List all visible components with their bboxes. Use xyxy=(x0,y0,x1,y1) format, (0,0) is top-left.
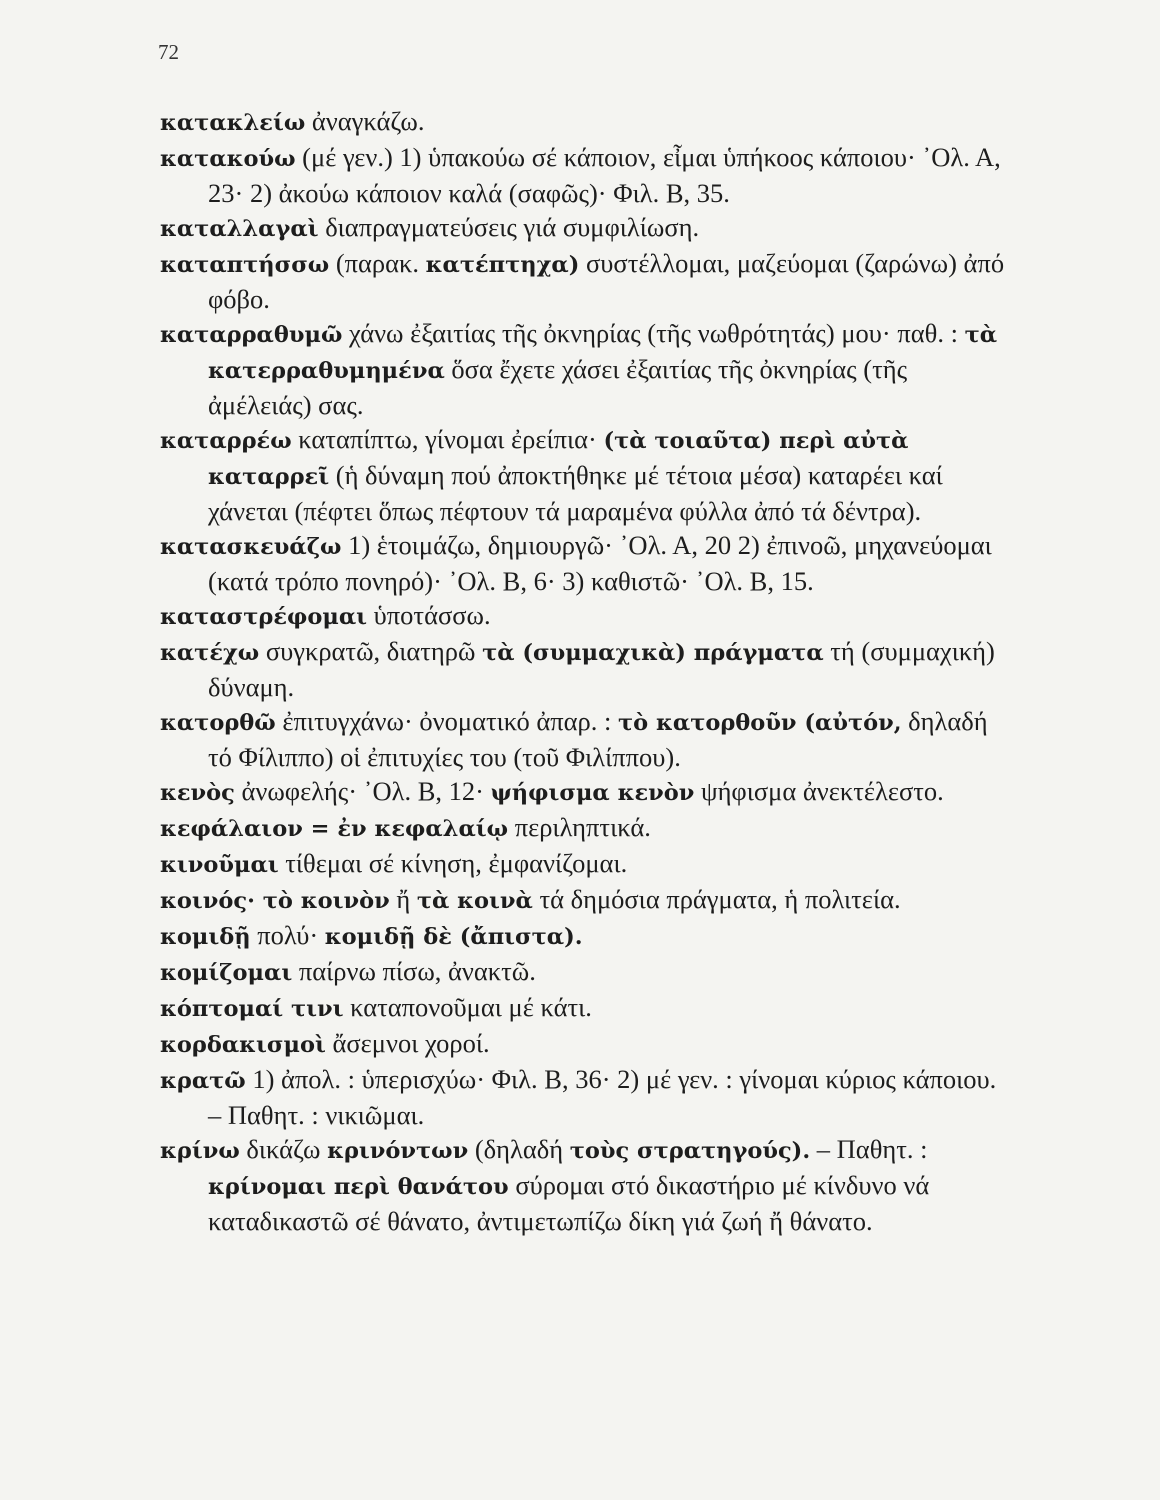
entry-definition: συγκρατῶ, διατηρῶ xyxy=(259,636,483,666)
glossary-entry-krino xyxy=(160,1132,1010,1238)
entry-definition: καταπίπτω, γίνομαι ἐρείπια· xyxy=(291,424,604,454)
glossary-entry-kenos xyxy=(160,774,1010,810)
glossary-entry-katortho xyxy=(160,704,1010,774)
entry-definition: πολύ· xyxy=(250,920,325,950)
entry-definition: ψήφισμα ἀνεκτέλεστο. xyxy=(694,776,944,806)
entry-definition: (παρακ. xyxy=(329,248,426,278)
page-number: 72 xyxy=(158,40,179,64)
entry-definition: διαπραγματεύσεις γιά συμφιλίωση. xyxy=(318,212,700,242)
entry-definition: καταπονοῦμαι μέ κάτι. xyxy=(343,992,592,1022)
glossary-entry-komide xyxy=(160,918,1010,954)
entry-term: (τὰ τοιαῦτα) περὶ αὐτὰ καταρρεῖ xyxy=(208,428,909,490)
entry-term: κατέχω xyxy=(160,640,260,666)
entry-definition: – Παθητ. : xyxy=(810,1134,928,1164)
glossary-entry-katarreo xyxy=(160,422,1010,528)
entry-definition: ὑποτάσσω. xyxy=(367,600,491,630)
entry-term: κατασκευάζω xyxy=(160,534,342,560)
glossary-entry-koptomai xyxy=(160,990,1010,1026)
entry-term: κομιδῇ δὲ (ἄπιστα). xyxy=(324,924,583,950)
glossary-entry-katastrefomai xyxy=(160,598,1010,634)
entry-definition: (ἡ δύναμη πού ἀποκτήθηκε μέ τέτοια μέσα) καταρέει καί χάνεται (πέφτει ὅπως πέφτουν τά μαραμένα φύλλα ἀπό τά δέντρα). xyxy=(208,460,943,526)
entry-definition: συστέλλομαι, μαζεύομαι (ζαρώνω) ἀπό φόβο. xyxy=(208,248,1005,314)
entry-definition: χάνω ἐξαιτίας τῆς ὀκνηρίας (τῆς νωθρότητάς) μου· παθ. : xyxy=(342,318,965,348)
entry-term: κορδακισμοὶ xyxy=(160,1032,326,1058)
entry-definition: ἄσεμνοι χοροί. xyxy=(325,1028,490,1058)
entry-definition: παίρνω πίσω, ἀνακτῶ. xyxy=(292,956,536,986)
entry-term: ψήφισμα κενὸν xyxy=(490,780,695,806)
entry-term: κατακούω xyxy=(160,146,296,172)
glossary-entry-kataptisso xyxy=(160,246,1010,316)
entry-definition: (μέ γεν.) 1) ὑπακούω σέ κάποιον, εἶμαι ὑπήκοος κάποιου· ᾿Ολ. Α, 23· 2) ἀκούω κάποιον καλά (σαφῶς)· Φιλ. Β, 35. xyxy=(208,142,1001,208)
entry-term: τὸ κατορθοῦν (αὐτόν, xyxy=(618,710,902,736)
glossary-entry-kefalaion xyxy=(160,810,1010,846)
entry-term: κινοῦμαι xyxy=(160,852,279,878)
entry-term: κόπτομαί τινι xyxy=(160,996,344,1022)
entry-term: καταπτήσσω xyxy=(160,252,330,278)
glossary-entries xyxy=(160,104,1010,1238)
entry-definition: τίθεμαι σέ κίνηση, ἐμφανίζομαι. xyxy=(278,848,628,878)
entry-term: καταρρέω xyxy=(160,428,292,454)
entry-term: τοὺς στρατηγούς). xyxy=(569,1138,811,1164)
entry-definition: ἐπιτυγχάνω· ὀνοματικό ἀπαρ. : xyxy=(275,706,619,736)
entry-term: κρίνω xyxy=(160,1138,240,1164)
entry-term: κατακλείω xyxy=(160,110,306,136)
entry-definition: ἤ xyxy=(389,884,417,914)
entry-term: καταρραθυμῶ xyxy=(160,322,343,348)
entry-definition: δηλαδή τό Φίλιππο) οἱ ἐπιτυχίες του (τοῦ Φιλίππου). xyxy=(208,706,988,772)
glossary-entry-katarrathymo xyxy=(160,316,1010,422)
glossary-entry-katallagai xyxy=(160,210,1010,246)
entry-definition: δικάζω xyxy=(239,1134,328,1164)
entry-term: κατορθῶ xyxy=(160,710,276,736)
entry-term: κοινός· τὸ κοινὸν xyxy=(160,888,390,914)
entry-definition: τή (συμμαχική) δύναμη. xyxy=(208,636,995,702)
entry-definition: ἀναγκάζω. xyxy=(305,106,425,136)
glossary-entry-komizomai xyxy=(160,954,1010,990)
entry-term: κρινόντων xyxy=(327,1138,469,1164)
glossary-entry-koinos xyxy=(160,882,1010,918)
entry-term: κρίνομαι περὶ θανάτου xyxy=(208,1174,509,1200)
entry-term: τὰ κοινὰ xyxy=(416,888,533,914)
entry-term: κεφάλαιον = ἐν κεφαλαίῳ xyxy=(160,816,509,842)
entry-term: καταστρέφομαι xyxy=(160,604,368,630)
entry-term: κενὸς xyxy=(160,780,235,806)
entry-term: τὰ (συμμαχικὰ) πράγματα xyxy=(482,640,824,666)
entry-definition: 1) ἑτοιμάζω, δημιουργῶ· ᾿Ολ. Α, 20 2) ἐπινοῶ, μηχανεύομαι (κατά τρόπο πονηρό)· ᾿Ολ. Β, 6· 3) καθιστῶ· ᾿Ολ. Β, 15. xyxy=(208,530,992,596)
glossary-entry-katecho xyxy=(160,634,1010,704)
glossary-entry-katakouo xyxy=(160,140,1010,210)
entry-definition: σύρομαι στό δικαστήριο μέ κίνδυνο νά καταδικαστῶ σέ θάνατο, ἀντιμετωπίζω δίκη γιά ζωή ἤ θάνατο. xyxy=(208,1170,930,1236)
entry-term: κατέπτηχα) xyxy=(425,252,580,278)
entry-definition: (δηλαδή xyxy=(468,1134,570,1164)
entry-definition: τά δημόσια πράγματα, ἡ πολιτεία. xyxy=(532,884,901,914)
entry-definition: ἀνωφελής· ᾿Ολ. Β, 12· xyxy=(234,776,491,806)
entry-term: κομίζομαι xyxy=(160,960,293,986)
glossary-entry-krato xyxy=(160,1062,1010,1132)
entry-term: τὰ κατερραθυμημένα xyxy=(208,322,998,384)
glossary-entry-kataklein xyxy=(160,104,1010,140)
entry-definition: περιληπτικά. xyxy=(508,812,651,842)
entry-term: κομιδῇ xyxy=(160,924,251,950)
glossary-entry-kordakismoi xyxy=(160,1026,1010,1062)
entry-term: κρατῶ xyxy=(160,1068,246,1094)
glossary-entry-kataskeuazo xyxy=(160,528,1010,598)
glossary-entry-kinoumai xyxy=(160,846,1010,882)
entry-definition: ὅσα ἔχετε χάσει ἐξαιτίας τῆς ὀκνηρίας (τῆς ἀμέλειάς) σας. xyxy=(208,354,908,420)
entry-definition: 1) ἀπολ. : ὑπερισχύω· Φιλ. Β, 36· 2) μέ γεν. : γίνομαι κύριος κάποιου. – Παθητ. : νικιῶμαι. xyxy=(208,1064,997,1130)
entry-term: καταλλαγαὶ xyxy=(160,216,319,242)
